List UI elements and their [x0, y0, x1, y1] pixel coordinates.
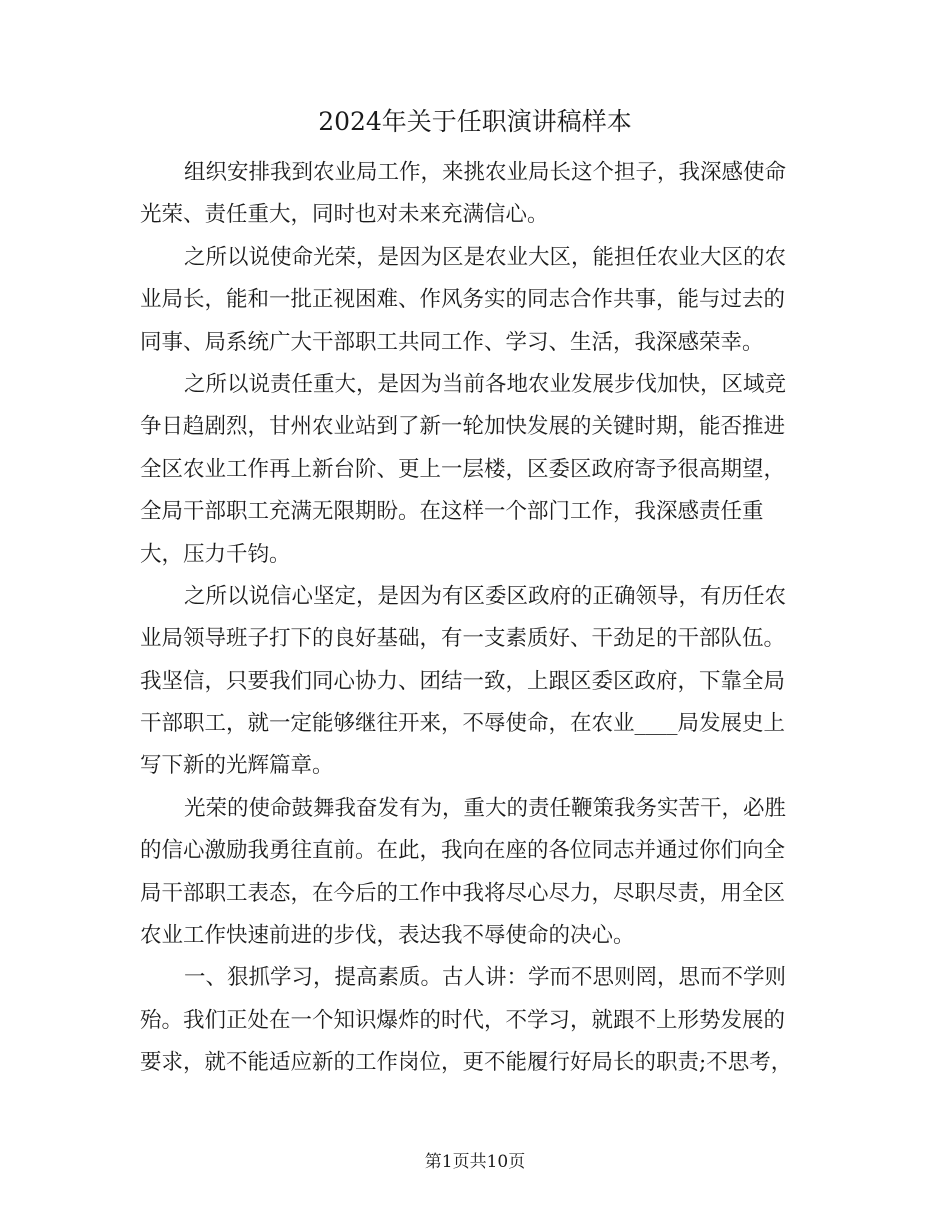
text-line: 业局领导班子打下的良好基础，有一支素质好、干劲足的干部队伍。 [140, 626, 786, 652]
text-line: 殆。我们正处在一个知识爆炸的时代，不学习，就跟不上形势发展的 [140, 1007, 786, 1033]
text-line: 写下新的光辉篇章。 [140, 753, 334, 779]
text-line: 同事、局系统广大干部职工共同工作、学习、生活，我深感荣幸。 [140, 329, 764, 355]
page-footer: 第1页共10页 [424, 1152, 526, 1172]
text-line: 之所以说信心坚定，是因为有区委区政府的正确领导，有历任农 [184, 583, 787, 609]
text-line: 光荣、责任重大，同时也对未来充满信心。 [140, 202, 549, 228]
text-line: 光荣的使命鼓舞我奋发有为，重大的责任鞭策我务实苦干，必胜 [184, 795, 787, 821]
text-line: 大，压力千钧。 [140, 541, 291, 567]
document-title: 2024年关于任职演讲稿样本 [318, 107, 632, 136]
text-line: 争日趋剧烈，甘州农业站到了新一轮加快发展的关键时期，能否推进 [140, 414, 786, 440]
text-line: 全区农业工作再上新台阶、更上一层楼，区委区政府寄予很高期望， [140, 456, 786, 482]
text-line: 我坚信，只要我们同心协力、团结一致，上跟区委区政府，下靠全局 [140, 668, 786, 694]
text-line: 的信心激励我勇往直前。在此，我向在座的各位同志并通过你们向全 [140, 838, 786, 864]
text-line: 业局长，能和一批正视困难、作风务实的同志合作共事，能与过去的 [140, 287, 786, 313]
text-line: 干部职工，就一定能够继往开来，不辱使命，在农业____局发展史上 [140, 711, 786, 737]
text-line: 之所以说使命光荣，是因为区是农业大区，能担任农业大区的农 [184, 244, 787, 270]
text-line: 全局干部职工充满无限期盼。在这样一个部门工作，我深感责任重 [140, 499, 764, 525]
text-line: 要求，就不能适应新的工作岗位，更不能履行好局长的职责;不思考， [140, 1050, 793, 1076]
text-line: 一、狠抓学习，提高素质。古人讲：学而不思则罔，思而不学则 [184, 965, 787, 991]
document-body [140, 152, 812, 1085]
text-line: 农业工作快速前进的步伐，表达我不辱使命的决心。 [140, 923, 635, 949]
text-line: 之所以说责任重大，是因为当前各地农业发展步伐加快，区域竞 [184, 371, 787, 397]
text-line: 局干部职工表态，在今后的工作中我将尽心尽力，尽职尽责，用全区 [140, 880, 786, 906]
text-line: 组织安排我到农业局工作，来挑农业局长这个担子，我深感使命 [184, 160, 787, 185]
